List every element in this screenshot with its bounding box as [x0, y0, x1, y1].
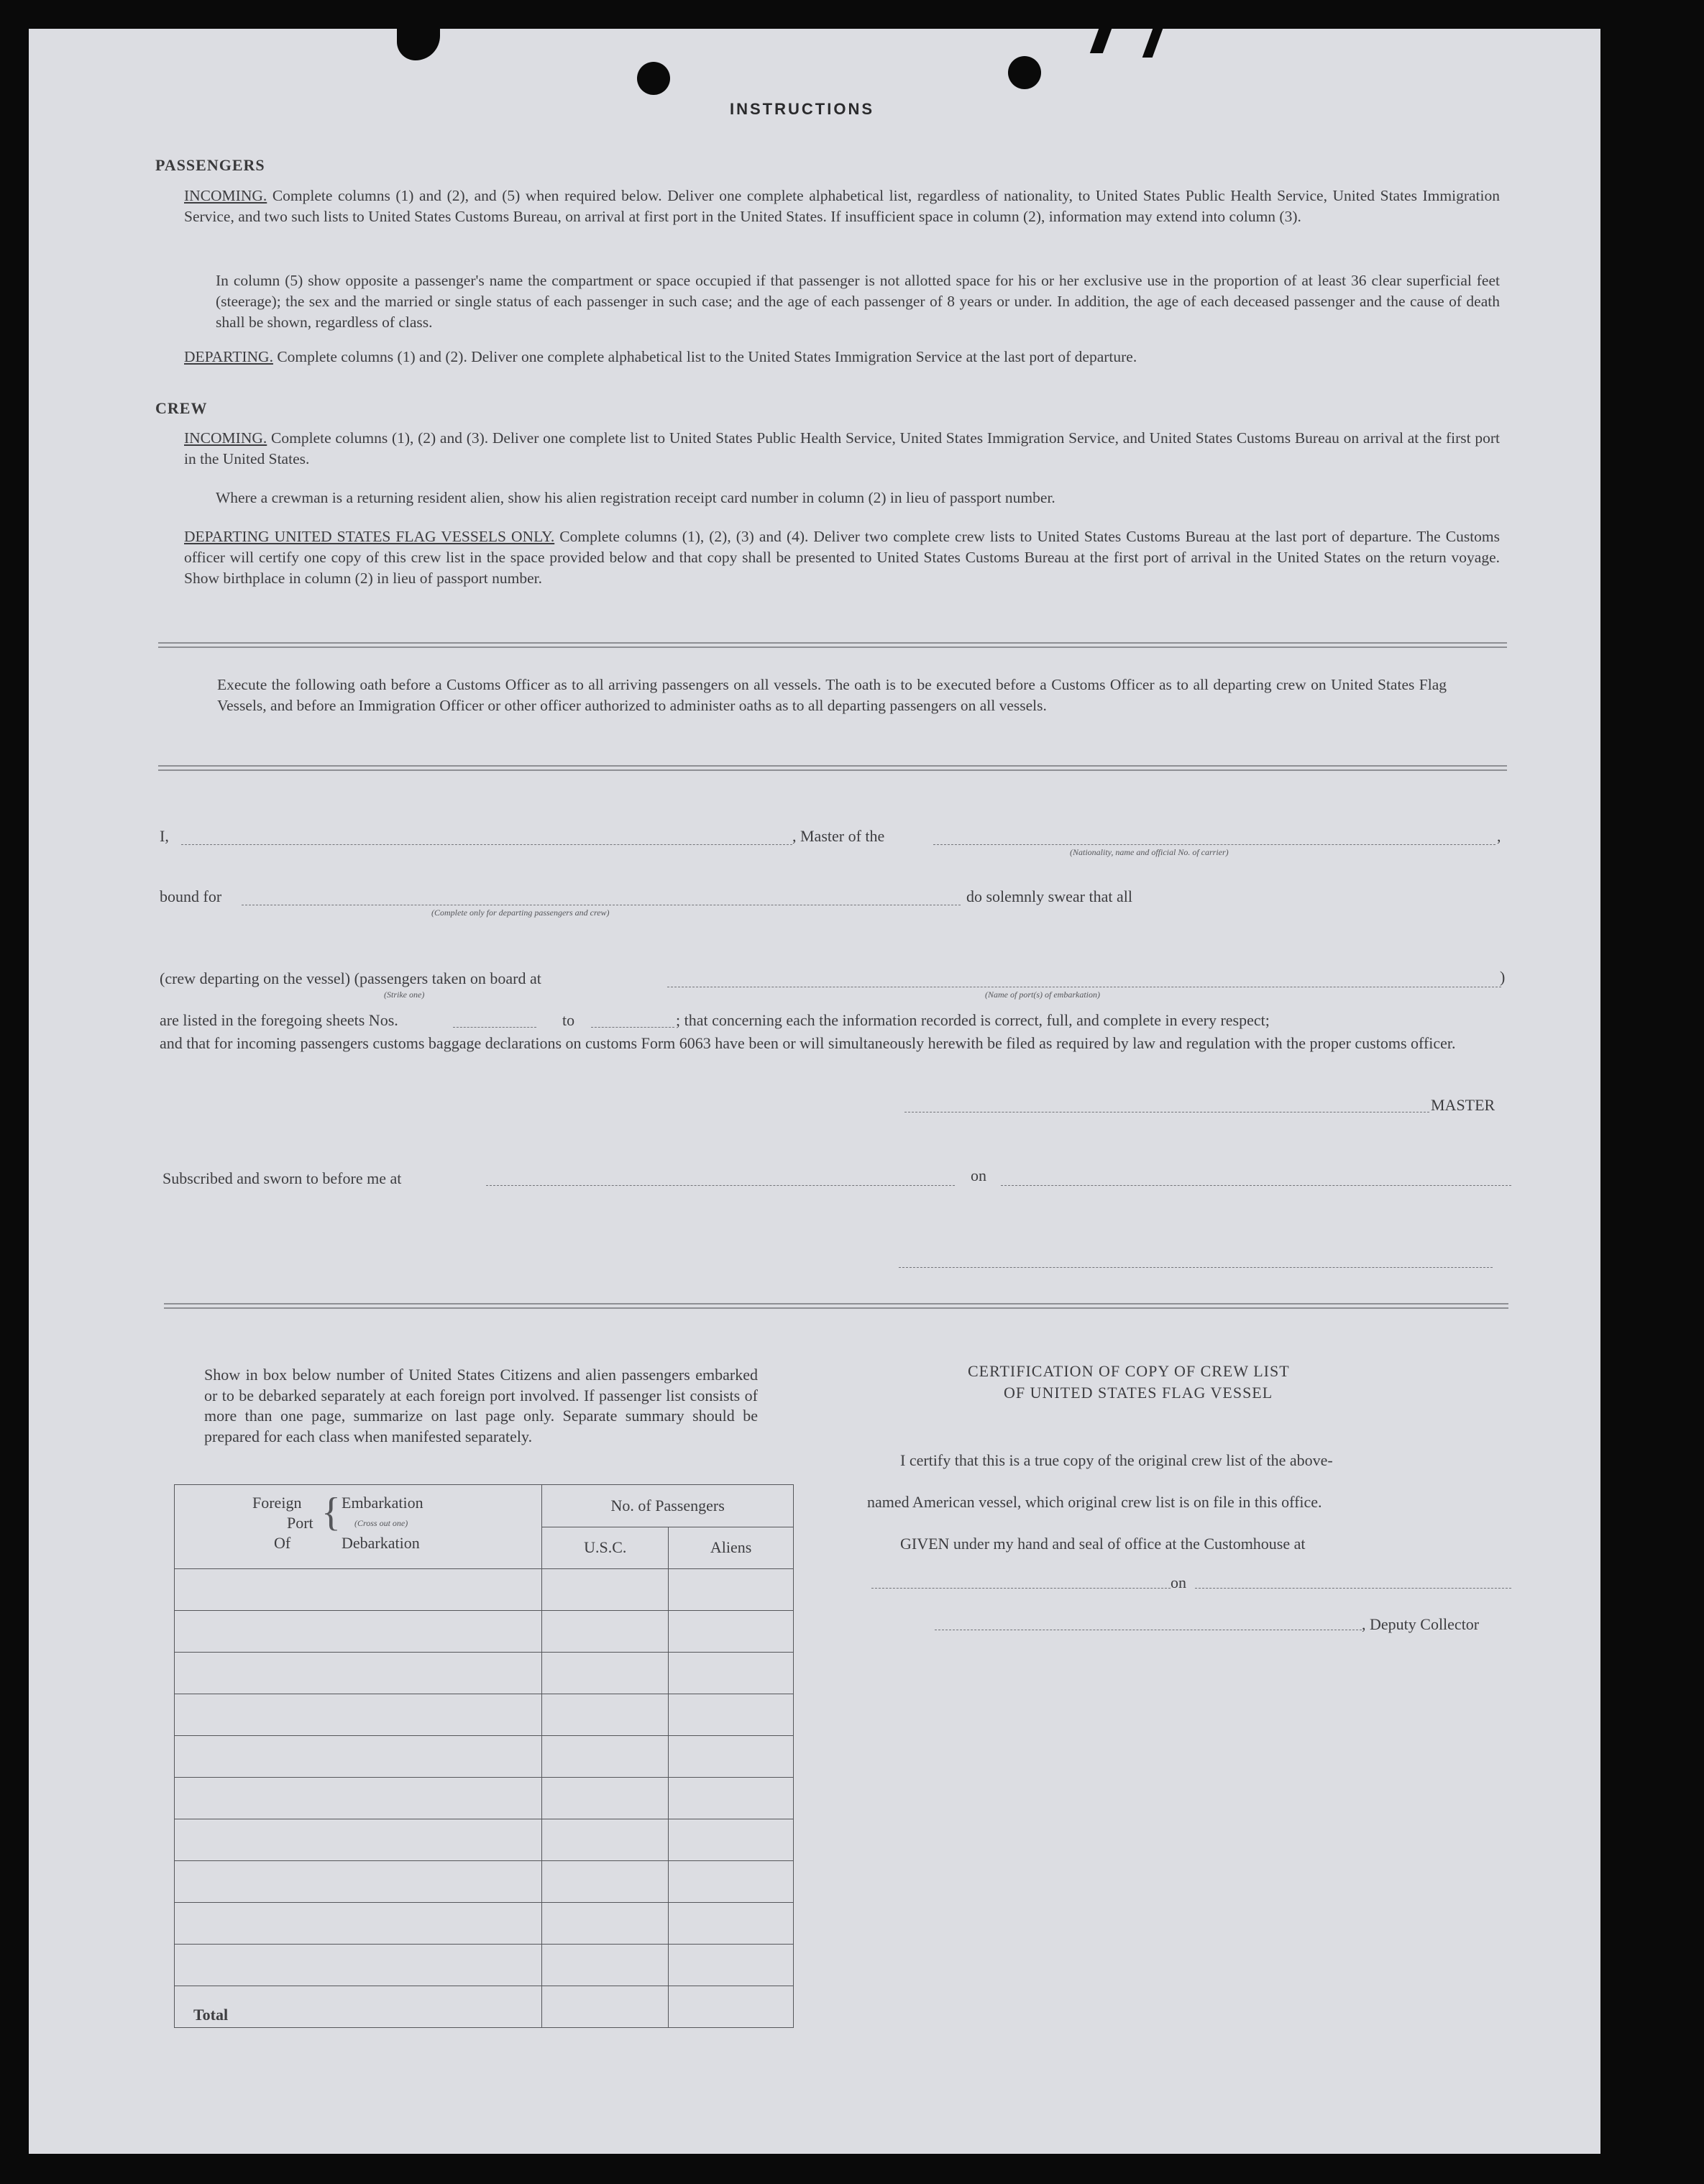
document-page — [29, 29, 1600, 2154]
officer-signature-field[interactable] — [899, 1267, 1493, 1268]
total-usc-cell[interactable] — [542, 1986, 669, 2028]
customhouse-field[interactable] — [871, 1588, 1171, 1589]
aliens-cell[interactable] — [669, 1736, 794, 1778]
certification-line-1: I certify that this is a true copy of the original crew list of the above- — [900, 1451, 1333, 1469]
sheet-to-field[interactable] — [591, 1027, 674, 1028]
usc-cell[interactable] — [542, 1736, 669, 1778]
usc-cell[interactable] — [542, 1903, 669, 1945]
passengers-departing-text: Complete columns (1) and (2). Deliver one complete alphabetical list to the United States Immigration Service at the last port of departure. — [277, 348, 1137, 365]
usc-cell[interactable] — [542, 1611, 669, 1653]
crew-departing-text: Complete columns (1), (2), (3) and (4). Deliver two complete crew lists to United States Customs Bureau at the last port of departure. The Customs officer will certify one copy of this crew list in the space provided below and that copy shall be presented to United States Customs Bureau at the first port of arrival in the United States on the return voyage. Show birthplace in column (2) in lieu of passport number. — [184, 528, 1501, 587]
close-paren: ) — [1500, 968, 1506, 986]
divider-3 — [164, 1303, 1508, 1309]
usc-cell[interactable] — [542, 1569, 669, 1611]
col-embarkation[interactable]: Embarkation — [342, 1494, 423, 1512]
sworn-place-field[interactable] — [486, 1185, 955, 1186]
vessel-field[interactable] — [933, 844, 1495, 845]
brace-open: { — [321, 1490, 341, 1535]
sheet-from-field[interactable] — [453, 1027, 536, 1028]
aliens-cell[interactable] — [669, 1694, 794, 1736]
total-label-cell — [175, 1986, 542, 2028]
port-cell[interactable] — [175, 1611, 542, 1653]
port-cell[interactable] — [175, 1861, 542, 1903]
passengers-column5-paragraph: In column (5) show opposite a passenger's name the compartment or space occupied if that passenger is not allotted space for his or her exclusive use in the proportion of at least 36 clear superficial feet (steerage); the sex and the married or single status of each passenger in such case; and the age of each passenger of 8 years or under. In addition, the age of each deceased passenger and the cause of death shall be shown, regardless of class. — [216, 272, 1500, 331]
to-label: to — [562, 1011, 575, 1029]
total-label: Total — [193, 2006, 229, 2024]
torn-edge — [397, 26, 440, 60]
port-cell[interactable] — [175, 1778, 542, 1819]
port-cell[interactable] — [175, 1694, 542, 1736]
passengers-departing-paragraph — [184, 347, 1500, 367]
crew-heading: CREW — [155, 399, 208, 417]
aliens-cell[interactable] — [669, 1653, 794, 1694]
passengers-incoming-paragraph — [184, 186, 1500, 227]
swear-label: do solemnly swear that all — [966, 887, 1132, 905]
col-port: Port — [287, 1514, 313, 1532]
port-cell[interactable] — [175, 1653, 542, 1694]
punch-hole-right — [1008, 56, 1041, 89]
col-debarkation[interactable]: Debarkation — [342, 1534, 420, 1552]
certification-line-3: GIVEN under my hand and seal of office at the Customhouse at — [900, 1535, 1306, 1553]
passengers-heading: PASSENGERS — [155, 156, 265, 174]
aliens-cell[interactable] — [669, 1778, 794, 1819]
listed-label: are listed in the foregoing sheets Nos. — [160, 1011, 398, 1029]
aliens-cell[interactable] — [669, 1861, 794, 1903]
aliens-cell[interactable] — [669, 1819, 794, 1861]
passengers-departing-label: DEPARTING. — [184, 348, 273, 365]
master-label: MASTER — [1431, 1096, 1495, 1114]
no-passengers-header: No. of Passengers — [542, 1485, 794, 1527]
certification-heading-1: CERTIFICATION OF COPY OF CREW LIST — [968, 1362, 1290, 1380]
usc-cell[interactable] — [542, 1653, 669, 1694]
aliens-cell[interactable] — [669, 1903, 794, 1945]
torn-edge-mark — [1090, 29, 1112, 53]
crew-incoming-paragraph — [184, 428, 1500, 470]
usc-cell[interactable] — [542, 1694, 669, 1736]
listed-text-c: and that for incoming passengers customs baggage declarations on customs Form 6063 have been or will simultaneously herewith be filed as required by law and regulation with the proper customs officer. — [160, 1034, 1456, 1052]
strike-one-note[interactable]: (Strike one) — [384, 990, 425, 1000]
nationality-note: (Nationality, name and official No. of carrier) — [1070, 847, 1229, 857]
oath-comma: , — [1497, 827, 1501, 845]
crew-incoming-text: Complete columns (1), (2) and (3). Deliver one complete list to United States Public Health Service, United States Immigration Service, and United States Customs Bureau on arrival at the first port in the United States. — [184, 429, 1500, 467]
crew-incoming-label: INCOMING. — [184, 429, 267, 447]
torn-edge-mark-2 — [1142, 29, 1163, 58]
master-name-field[interactable] — [181, 844, 792, 845]
punch-hole-left — [637, 62, 670, 95]
passenger-summary-table — [174, 1484, 794, 2028]
port-cell[interactable] — [175, 1569, 542, 1611]
certification-date-field[interactable] — [1195, 1588, 1511, 1589]
sworn-on-label: on — [971, 1166, 986, 1184]
oath-i-label: I, — [160, 827, 169, 845]
certification-line-2: named American vessel, which original crew list is on file in this office. — [867, 1493, 1322, 1511]
col-foreign: Foreign — [252, 1494, 302, 1512]
usc-cell[interactable] — [542, 1861, 669, 1903]
aliens-header: Aliens — [669, 1527, 794, 1569]
bound-for-note: (Complete only for departing passengers and crew) — [431, 908, 610, 918]
passengers-incoming-text: Complete columns (1) and (2), and (5) when required below. Deliver one complete alphabetical list, regardless of nationality, to United States Public Health Service, United States Immigration Service, and two such lists to United States Customs Bureau, on arrival at first port in the United States. If insufficient space in column (2), information may extend into column (3). — [184, 187, 1500, 225]
crew-departing-label: DEPARTING UNITED STATES FLAG VESSELS ONLY. — [184, 528, 555, 545]
divider-2 — [158, 765, 1507, 771]
summary-instructions: Show in box below number of United States Citizens and alien passengers embarked or to be debarked separately at each foreign port involved. If passenger list consists of more than one page, summarize on last page only. Separate summary should be prepared for each class when manifested separately. — [204, 1366, 758, 1445]
aliens-cell[interactable] — [669, 1945, 794, 1986]
port-cell[interactable] — [175, 1945, 542, 1986]
deputy-collector-label: , Deputy Collector — [1362, 1615, 1480, 1633]
passengers-incoming-label: INCOMING. — [184, 187, 267, 204]
usc-header: U.S.C. — [542, 1527, 669, 1569]
total-aliens-cell[interactable] — [669, 1986, 794, 2028]
crew-departing-paragraph — [184, 526, 1500, 589]
certification-on-label: on — [1171, 1573, 1186, 1591]
usc-cell[interactable] — [542, 1819, 669, 1861]
subscribed-label: Subscribed and sworn to before me at — [162, 1169, 402, 1187]
usc-cell[interactable] — [542, 1945, 669, 1986]
port-cell[interactable] — [175, 1819, 542, 1861]
aliens-cell[interactable] — [669, 1611, 794, 1653]
sworn-date-field[interactable] — [1001, 1185, 1511, 1186]
ports-note: (Name of port(s) of embarkation) — [985, 990, 1100, 1000]
usc-cell[interactable] — [542, 1778, 669, 1819]
divider-1 — [158, 642, 1507, 648]
crew-passengers-label: (crew departing on the vessel) (passengers taken on board at — [160, 969, 541, 987]
certification-heading-2: OF UNITED STATES FLAG VESSEL — [1004, 1384, 1273, 1402]
col-of: Of — [274, 1534, 291, 1552]
port-cell[interactable] — [175, 1903, 542, 1945]
col-cross-out: (Cross out one) — [354, 1518, 408, 1528]
port-header-cell — [175, 1485, 542, 1569]
bound-for-label: bound for — [160, 887, 222, 905]
listed-text-b: ; that concerning each the information recorded is correct, full, and complete in every respect; — [676, 1011, 1270, 1029]
oath-intro-paragraph: Execute the following oath before a Customs Officer as to all arriving passengers on all vessels. The oath is to be executed before a Customs Officer as to all departing crew on United States Flag Vessels, and before an Immigration Officer or other officer authorized to administer oaths as to all departing passengers on all vessels. — [217, 676, 1447, 714]
page-title: INSTRUCTIONS — [730, 100, 874, 118]
aliens-cell[interactable] — [669, 1569, 794, 1611]
master-of-label: , Master of the — [792, 827, 885, 845]
crew-resident-paragraph: Where a crewman is a returning resident alien, show his alien registration receipt card number in column (2) in lieu of passport number. — [216, 489, 1055, 506]
port-cell[interactable] — [175, 1736, 542, 1778]
